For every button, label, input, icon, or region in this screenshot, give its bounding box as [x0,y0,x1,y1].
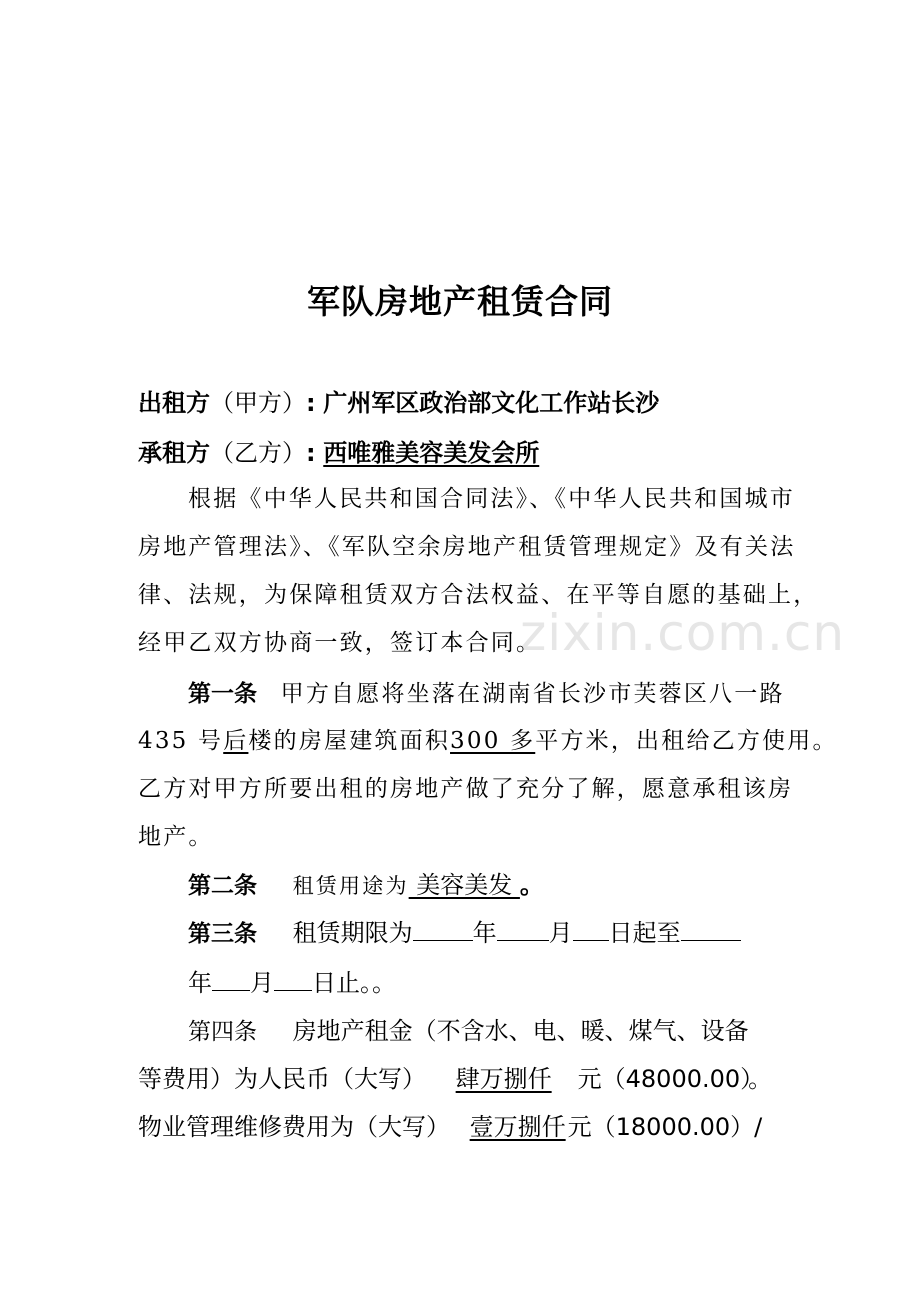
article1-heading: 第一条 [188,681,257,707]
preamble-line-1: 根据《中华人民共和国合同法》、《中华人民共和国城市 [188,486,795,512]
article4-line-2 [138,1062,772,1096]
lessee-label-party: （乙方） [210,439,306,467]
article1-line-4: 地产。 [138,824,214,850]
document-title: 军队房地产租赁合同 [307,282,613,321]
article3-heading: 第三条 [188,921,257,947]
article4-heading: 第四条 [188,1019,257,1045]
article2-end: 。 [519,871,544,899]
preamble-line-4: 经甲乙双方协商一致，签订本合同。 [138,630,542,656]
article1-line-1 [188,676,785,711]
article1-line-3: 乙方对甲方所要出租的房地产做了充分了解，愿意承租该房 [138,776,794,802]
lessor-name: 广州军区政治部文化工作站长沙 [323,389,660,417]
end-month-label: 月 [250,969,274,997]
lessor-colon: : [306,389,316,417]
article1-line-2 [138,724,838,758]
article3-line-2 [188,966,396,1000]
article1-area: 300 多 [450,728,536,754]
fee-amount-number: 元（18000.00）/ [567,1113,763,1141]
fee-amount-words: 壹万捌仟 [469,1113,566,1141]
start-month-label: 月 [548,919,573,947]
article4-text-1: 房地产租金（不含水、电、暖、煤气、设备 [292,1017,749,1045]
lessor-label-party: （甲方） [210,389,306,417]
article4-line-1 [188,1014,749,1049]
article4-rent-text: 等费用）为人民币（大写） [138,1065,426,1093]
start-day-label: 日起至 [608,919,681,947]
article2-value: 美容美发 [408,871,520,899]
preamble-line-3: 律、法规，为保障租赁双方合法权益、在平等自愿的基础上， [138,582,819,608]
article3-line-1 [188,916,741,951]
article4-fee-text: 物业管理维修费用为（大写） [138,1113,450,1141]
end-day-label: 日止。。 [312,969,396,997]
lessee-colon: : [306,439,316,467]
blank-start-month [497,916,549,941]
blank-end-year [681,916,741,941]
start-year-label: 年 [472,919,497,947]
article2-heading: 第二条 [188,873,257,899]
lessee-name: 西唯雅美容美发会所 [323,439,540,467]
blank-end-month [212,966,250,991]
lessee-line [138,436,539,470]
article2-line [188,868,544,903]
rent-end: 。 [748,1065,773,1093]
article1-area-text: 楼的房屋建筑面积 [248,728,451,754]
end-year-label: 年 [188,969,212,997]
lessor-line [138,386,659,420]
lessee-label: 承租方 [138,439,210,467]
article3-text: 租赁期限为 [292,919,413,947]
rent-amount-words: 肆万捌仟 [455,1065,552,1093]
article1-text-1: 甲方自愿将坐落在湖南省长沙市芙蓉区八一路 [280,681,785,707]
article1-area-unit: 平方米，出租给乙方使用。 [535,728,838,754]
lessor-label: 出租方 [138,389,210,417]
blank-end-day [274,966,312,991]
blank-start-day [573,916,609,941]
article1-number: 435 号 [138,728,224,754]
watermark: zixin.com.cn [520,604,846,662]
preamble-line-2: 房地产管理法》、《军队空余房地产租赁管理规定》及有关法 [138,534,796,560]
rent-amount-number: 元（48000.00） [577,1065,753,1093]
article4-line-3 [138,1110,762,1144]
article2-text: 租赁用途为 [292,874,409,898]
blank-start-year [413,916,473,941]
article1-building: 后 [223,728,249,754]
